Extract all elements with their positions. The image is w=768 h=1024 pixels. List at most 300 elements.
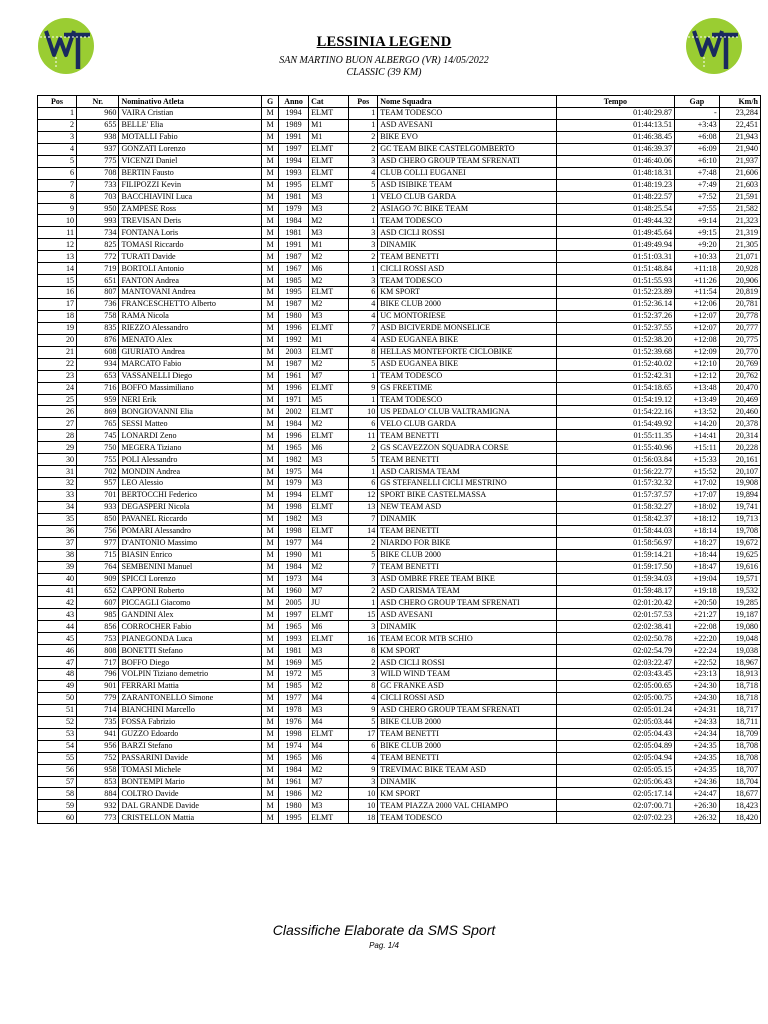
cell-athlete: FANTON Andrea <box>119 275 262 287</box>
cell-category-pos: 18 <box>349 812 378 824</box>
table-row <box>38 310 761 322</box>
cell-year: 2003 <box>278 346 308 358</box>
cell-speed: 20,314 <box>719 430 760 442</box>
cell-pos: 55 <box>38 752 77 764</box>
cell-speed: 19,616 <box>719 561 760 573</box>
table-row <box>38 752 761 764</box>
table-row <box>38 681 761 693</box>
cell-time: 01:52:38.20 <box>556 334 674 346</box>
cell-speed: 21,937 <box>719 155 760 167</box>
cell-time: 02:05:05.15 <box>556 764 674 776</box>
cell-athlete: GUZZO Edoardo <box>119 728 262 740</box>
cell-gender: M <box>262 155 279 167</box>
results-body <box>38 108 761 824</box>
cell-time: 01:58:44.03 <box>556 525 674 537</box>
cell-category: M5 <box>309 394 349 406</box>
cell-time: 01:54:18.65 <box>556 382 674 394</box>
cell-gender: M <box>262 716 279 728</box>
cell-gender: M <box>262 537 279 549</box>
cell-category: ELMT <box>309 322 349 334</box>
cell-gap: +3:43 <box>675 119 720 131</box>
cell-year: 1996 <box>278 430 308 442</box>
cell-pos: 44 <box>38 621 77 633</box>
cell-category-pos: 3 <box>349 227 378 239</box>
cell-category-pos: 8 <box>349 346 378 358</box>
cell-speed: 19,080 <box>719 621 760 633</box>
cell-gender: M <box>262 478 279 490</box>
cell-category: M4 <box>309 537 349 549</box>
cell-gap: +24:36 <box>675 776 720 788</box>
cell-category: M4 <box>309 466 349 478</box>
table-row <box>38 227 761 239</box>
cell-pos: 28 <box>38 430 77 442</box>
cell-speed: 18,711 <box>719 716 760 728</box>
cell-year: 1972 <box>278 669 308 681</box>
cell-gap: +18:27 <box>675 537 720 549</box>
cell-speed: 18,707 <box>719 764 760 776</box>
cell-category: M1 <box>309 131 349 143</box>
cell-bib: 977 <box>77 537 119 549</box>
cell-speed: 21,305 <box>719 239 760 251</box>
cell-bib: 985 <box>77 609 119 621</box>
cell-category-pos: 3 <box>349 155 378 167</box>
cell-category: ELMT <box>309 346 349 358</box>
cell-category: ELMT <box>309 609 349 621</box>
table-row <box>38 191 761 203</box>
cell-year: 1987 <box>278 299 308 311</box>
cell-gender: M <box>262 740 279 752</box>
cell-bib: 753 <box>77 633 119 645</box>
cell-bib: 938 <box>77 131 119 143</box>
cell-category: ELMT <box>309 155 349 167</box>
cell-category-pos: 1 <box>349 597 378 609</box>
col-header-nr: Nr. <box>77 96 119 108</box>
cell-category-pos: 14 <box>349 525 378 537</box>
cell-speed: 20,777 <box>719 322 760 334</box>
cell-gap: +12:08 <box>675 334 720 346</box>
cell-team: ASD CARISMA TEAM <box>378 585 557 597</box>
table-row <box>38 179 761 191</box>
cell-category-pos: 2 <box>349 203 378 215</box>
cell-speed: 18,967 <box>719 657 760 669</box>
col-header-time: Tempo <box>556 96 674 108</box>
cell-gender: M <box>262 239 279 251</box>
cell-speed: 18,709 <box>719 728 760 740</box>
cell-bib: 764 <box>77 561 119 573</box>
table-row <box>38 358 761 370</box>
cell-time: 01:52:37.26 <box>556 310 674 322</box>
cell-category-pos: 12 <box>349 490 378 502</box>
cell-time: 01:56:03.84 <box>556 454 674 466</box>
cell-time: 01:48:18.31 <box>556 167 674 179</box>
cell-bib: 876 <box>77 334 119 346</box>
cell-pos: 30 <box>38 454 77 466</box>
cell-year: 1961 <box>278 776 308 788</box>
table-row <box>38 525 761 537</box>
cell-athlete: DEGASPERI Nicola <box>119 501 262 513</box>
page-title: LESSINIA LEGEND <box>316 34 452 50</box>
cell-time: 01:48:22.57 <box>556 191 674 203</box>
cell-year: 1997 <box>278 609 308 621</box>
cell-category-pos: 2 <box>349 585 378 597</box>
cell-time: 02:07:02.23 <box>556 812 674 824</box>
cell-bib: 937 <box>77 143 119 155</box>
cell-gap: +10:33 <box>675 251 720 263</box>
cell-category-pos: 6 <box>349 287 378 299</box>
cell-category: M3 <box>309 704 349 716</box>
cell-gender: M <box>262 633 279 645</box>
cell-gap: +11:26 <box>675 275 720 287</box>
cell-year: 1982 <box>278 454 308 466</box>
cell-category-pos: 4 <box>349 752 378 764</box>
cell-category-pos: 9 <box>349 382 378 394</box>
table-row <box>38 812 761 824</box>
cell-speed: 20,775 <box>719 334 760 346</box>
cell-year: 1995 <box>278 287 308 299</box>
cell-category: ELMT <box>309 287 349 299</box>
cell-time: 02:05:03.44 <box>556 716 674 728</box>
cell-time: 02:05:04.43 <box>556 728 674 740</box>
cell-gap: +7:48 <box>675 167 720 179</box>
cell-time: 01:56:22.77 <box>556 466 674 478</box>
cell-athlete: BORTOLI Antonio <box>119 263 262 275</box>
cell-gap: +15:52 <box>675 466 720 478</box>
cell-speed: 20,778 <box>719 310 760 322</box>
cell-athlete: BIASIN Enrico <box>119 549 262 561</box>
cell-team: VELO CLUB GARDA <box>378 418 557 430</box>
cell-gender: M <box>262 776 279 788</box>
cell-team: DINAMIK <box>378 239 557 251</box>
cell-gap: +24:35 <box>675 764 720 776</box>
cell-time: 01:49:49.94 <box>556 239 674 251</box>
cell-speed: 18,717 <box>719 704 760 716</box>
cell-category: M2 <box>309 358 349 370</box>
cell-athlete: FERRARI Mattia <box>119 681 262 693</box>
cell-category: M7 <box>309 585 349 597</box>
cell-year: 1994 <box>278 108 308 120</box>
cell-pos: 49 <box>38 681 77 693</box>
cell-gap: +18:47 <box>675 561 720 573</box>
cell-category: M7 <box>309 776 349 788</box>
cell-gender: M <box>262 370 279 382</box>
cell-speed: 19,713 <box>719 513 760 525</box>
cell-team: BIKE CLUB 2000 <box>378 299 557 311</box>
cell-year: 1965 <box>278 621 308 633</box>
cell-year: 1981 <box>278 645 308 657</box>
cell-athlete: ZAMPESE Ross <box>119 203 262 215</box>
cell-gender: M <box>262 108 279 120</box>
cell-gap: +24:30 <box>675 681 720 693</box>
cell-team: ASD ISIBIKE TEAM <box>378 179 557 191</box>
cell-pos: 48 <box>38 669 77 681</box>
cell-gap: +26:32 <box>675 812 720 824</box>
cell-team: KM SPORT <box>378 645 557 657</box>
cell-pos: 60 <box>38 812 77 824</box>
cell-bib: 719 <box>77 263 119 275</box>
cell-time: 01:57:32.32 <box>556 478 674 490</box>
table-row <box>38 287 761 299</box>
cell-year: 1993 <box>278 633 308 645</box>
cell-team: ASD AVESANI <box>378 119 557 131</box>
cell-pos: 12 <box>38 239 77 251</box>
cell-year: 1991 <box>278 131 308 143</box>
cell-bib: 835 <box>77 322 119 334</box>
col-header-cat: Cat <box>309 96 349 108</box>
cell-athlete: BACCHIAVINI Luca <box>119 191 262 203</box>
table-row <box>38 716 761 728</box>
cell-category-pos: 1 <box>349 215 378 227</box>
table-row <box>38 501 761 513</box>
cell-bib: 959 <box>77 394 119 406</box>
cell-speed: 20,819 <box>719 287 760 299</box>
cell-athlete: SESSI Matteo <box>119 418 262 430</box>
cell-athlete: TREVISAN Deris <box>119 215 262 227</box>
cell-pos: 6 <box>38 167 77 179</box>
cell-bib: 750 <box>77 442 119 454</box>
cell-gap: +12:09 <box>675 346 720 358</box>
cell-time: 02:01:20.42 <box>556 597 674 609</box>
cell-time: 01:59:34.03 <box>556 573 674 585</box>
cell-year: 1986 <box>278 788 308 800</box>
cell-team: ASD CICLI ROSSI <box>378 227 557 239</box>
cell-athlete: BOFFO Diego <box>119 657 262 669</box>
cell-time: 02:05:00.75 <box>556 692 674 704</box>
cell-athlete: MARCATO Fabio <box>119 358 262 370</box>
cell-athlete: D'ANTONIO Massimo <box>119 537 262 549</box>
cell-gender: M <box>262 191 279 203</box>
cell-bib: 773 <box>77 812 119 824</box>
cell-time: 01:49:45.64 <box>556 227 674 239</box>
cell-category-pos: 4 <box>349 310 378 322</box>
cell-gap: +17:02 <box>675 478 720 490</box>
cell-team: TEAM BENETTI <box>378 454 557 466</box>
cell-team: TEAM TODESCO <box>378 108 557 120</box>
cell-gap: +14:41 <box>675 430 720 442</box>
cell-time: 01:46:39.37 <box>556 143 674 155</box>
cell-bib: 735 <box>77 716 119 728</box>
cell-gender: M <box>262 549 279 561</box>
cell-gap: +19:18 <box>675 585 720 597</box>
cell-year: 1992 <box>278 334 308 346</box>
cell-time: 01:58:32.27 <box>556 501 674 513</box>
cell-time: 02:05:01.24 <box>556 704 674 716</box>
cell-category: ELMT <box>309 812 349 824</box>
cell-athlete: POMARI Alessandro <box>119 525 262 537</box>
cell-bib: 932 <box>77 800 119 812</box>
cell-category-pos: 3 <box>349 573 378 585</box>
table-row <box>38 621 761 633</box>
cell-team: TEAM TODESCO <box>378 370 557 382</box>
cell-year: 1961 <box>278 370 308 382</box>
cell-bib: 702 <box>77 466 119 478</box>
cell-bib: 608 <box>77 346 119 358</box>
cell-category: M5 <box>309 657 349 669</box>
cell-team: WILD WIND TEAM <box>378 669 557 681</box>
cell-bib: 756 <box>77 525 119 537</box>
table-row <box>38 478 761 490</box>
cell-category-pos: 2 <box>349 131 378 143</box>
cell-gender: M <box>262 466 279 478</box>
table-row <box>38 776 761 788</box>
cell-team: ASD OMBRE FREE TEAM BIKE <box>378 573 557 585</box>
cell-bib: 957 <box>77 478 119 490</box>
table-row <box>38 597 761 609</box>
cell-bib: 651 <box>77 275 119 287</box>
cell-speed: 20,762 <box>719 370 760 382</box>
cell-gender: M <box>262 800 279 812</box>
cell-pos: 20 <box>38 334 77 346</box>
cell-year: 1975 <box>278 466 308 478</box>
cell-time: 02:05:17.14 <box>556 788 674 800</box>
cell-athlete: LONARDI Zeno <box>119 430 262 442</box>
cell-gap: +14:20 <box>675 418 720 430</box>
cell-pos: 25 <box>38 394 77 406</box>
cell-category-pos: 8 <box>349 645 378 657</box>
cell-bib: 755 <box>77 454 119 466</box>
cell-time: 02:05:04.89 <box>556 740 674 752</box>
cell-gender: M <box>262 764 279 776</box>
cell-category-pos: 5 <box>349 716 378 728</box>
cell-speed: 18,913 <box>719 669 760 681</box>
cell-category-pos: 16 <box>349 633 378 645</box>
table-row <box>38 513 761 525</box>
cell-athlete: VOLPIN Tiziano demetrio <box>119 669 262 681</box>
cell-gender: M <box>262 430 279 442</box>
table-row <box>38 704 761 716</box>
cell-category: M2 <box>309 418 349 430</box>
cell-team: UC MONTORIESE <box>378 310 557 322</box>
cell-team: BIKE CLUB 2000 <box>378 549 557 561</box>
cell-gap: +12:12 <box>675 370 720 382</box>
cell-speed: 22,451 <box>719 119 760 131</box>
cell-bib: 714 <box>77 704 119 716</box>
results-table <box>37 95 761 824</box>
cell-speed: 21,603 <box>719 179 760 191</box>
cell-team: TEAM TODESCO <box>378 812 557 824</box>
cell-year: 1973 <box>278 573 308 585</box>
cell-team: ASD CICLI ROSSI <box>378 657 557 669</box>
cell-year: 1982 <box>278 513 308 525</box>
cell-time: 02:02:38.41 <box>556 621 674 633</box>
cell-bib: 655 <box>77 119 119 131</box>
cell-speed: 21,582 <box>719 203 760 215</box>
cell-category-pos: 9 <box>349 764 378 776</box>
table-row <box>38 334 761 346</box>
cell-category: M6 <box>309 263 349 275</box>
cell-year: 1980 <box>278 800 308 812</box>
cell-gap: +15:11 <box>675 442 720 454</box>
cell-gap: +18:02 <box>675 501 720 513</box>
cell-athlete: TOMASI Michele <box>119 764 262 776</box>
cell-time: 01:54:49.92 <box>556 418 674 430</box>
cell-time: 01:54:22.16 <box>556 406 674 418</box>
cell-speed: 19,708 <box>719 525 760 537</box>
cell-bib: 752 <box>77 752 119 764</box>
cell-year: 2005 <box>278 597 308 609</box>
table-row <box>38 561 761 573</box>
cell-pos: 37 <box>38 537 77 549</box>
cell-gap: +13:49 <box>675 394 720 406</box>
table-row <box>38 692 761 704</box>
cell-gap: +7:55 <box>675 203 720 215</box>
cell-gap: +11:18 <box>675 263 720 275</box>
cell-team: ASD AVESANI <box>378 609 557 621</box>
col-header-gap: Gap <box>675 96 720 108</box>
cell-category: ELMT <box>309 430 349 442</box>
cell-gender: M <box>262 167 279 179</box>
cell-year: 1994 <box>278 155 308 167</box>
cell-category: M2 <box>309 764 349 776</box>
cell-gender: M <box>262 501 279 513</box>
cell-gender: M <box>262 609 279 621</box>
cell-bib: 869 <box>77 406 119 418</box>
cell-category: M3 <box>309 513 349 525</box>
cell-gender: M <box>262 299 279 311</box>
cell-speed: 20,228 <box>719 442 760 454</box>
cell-pos: 16 <box>38 287 77 299</box>
cell-bib: 701 <box>77 490 119 502</box>
cell-pos: 9 <box>38 203 77 215</box>
cell-gap: +11:54 <box>675 287 720 299</box>
cell-gap: +7:52 <box>675 191 720 203</box>
cell-time: 01:57:37.57 <box>556 490 674 502</box>
cell-bib: 884 <box>77 788 119 800</box>
table-row <box>38 633 761 645</box>
cell-year: 1998 <box>278 525 308 537</box>
cell-gender: M <box>262 394 279 406</box>
cell-category-pos: 4 <box>349 334 378 346</box>
cell-year: 1996 <box>278 322 308 334</box>
cell-gap: +17:07 <box>675 490 720 502</box>
cell-time: 02:02:54.79 <box>556 645 674 657</box>
cell-year: 1987 <box>278 358 308 370</box>
cell-athlete: MENATO Alex <box>119 334 262 346</box>
cell-speed: 20,469 <box>719 394 760 406</box>
cell-speed: 18,718 <box>719 681 760 693</box>
cell-year: 1994 <box>278 490 308 502</box>
cell-pos: 41 <box>38 585 77 597</box>
col-header-athlete: Nominativo Atleta <box>119 96 262 108</box>
cell-gap: +12:07 <box>675 310 720 322</box>
table-row <box>38 657 761 669</box>
cell-team: TEAM TODESCO <box>378 394 557 406</box>
cell-speed: 20,770 <box>719 346 760 358</box>
cell-category-pos: 5 <box>349 454 378 466</box>
cell-athlete: FONTANA Loris <box>119 227 262 239</box>
cell-category: M3 <box>309 227 349 239</box>
cell-athlete: GONZATI Lorenzo <box>119 143 262 155</box>
cell-speed: 23,284 <box>719 108 760 120</box>
cell-speed: 18,677 <box>719 788 760 800</box>
table-row <box>38 406 761 418</box>
cell-gender: M <box>262 119 279 131</box>
cell-year: 1984 <box>278 561 308 573</box>
cell-pos: 38 <box>38 549 77 561</box>
cell-gender: M <box>262 287 279 299</box>
cell-pos: 40 <box>38 573 77 585</box>
cell-category: M1 <box>309 549 349 561</box>
cell-bib: 807 <box>77 287 119 299</box>
cell-athlete: CRISTELLON Mattia <box>119 812 262 824</box>
cell-athlete: MANTOVANI Andrea <box>119 287 262 299</box>
cell-speed: 21,591 <box>719 191 760 203</box>
cell-time: 01:52:40.02 <box>556 358 674 370</box>
table-row <box>38 537 761 549</box>
cell-year: 1977 <box>278 537 308 549</box>
cell-category-pos: 3 <box>349 239 378 251</box>
cell-gender: M <box>262 251 279 263</box>
cell-athlete: MEGERA Tiziano <box>119 442 262 454</box>
